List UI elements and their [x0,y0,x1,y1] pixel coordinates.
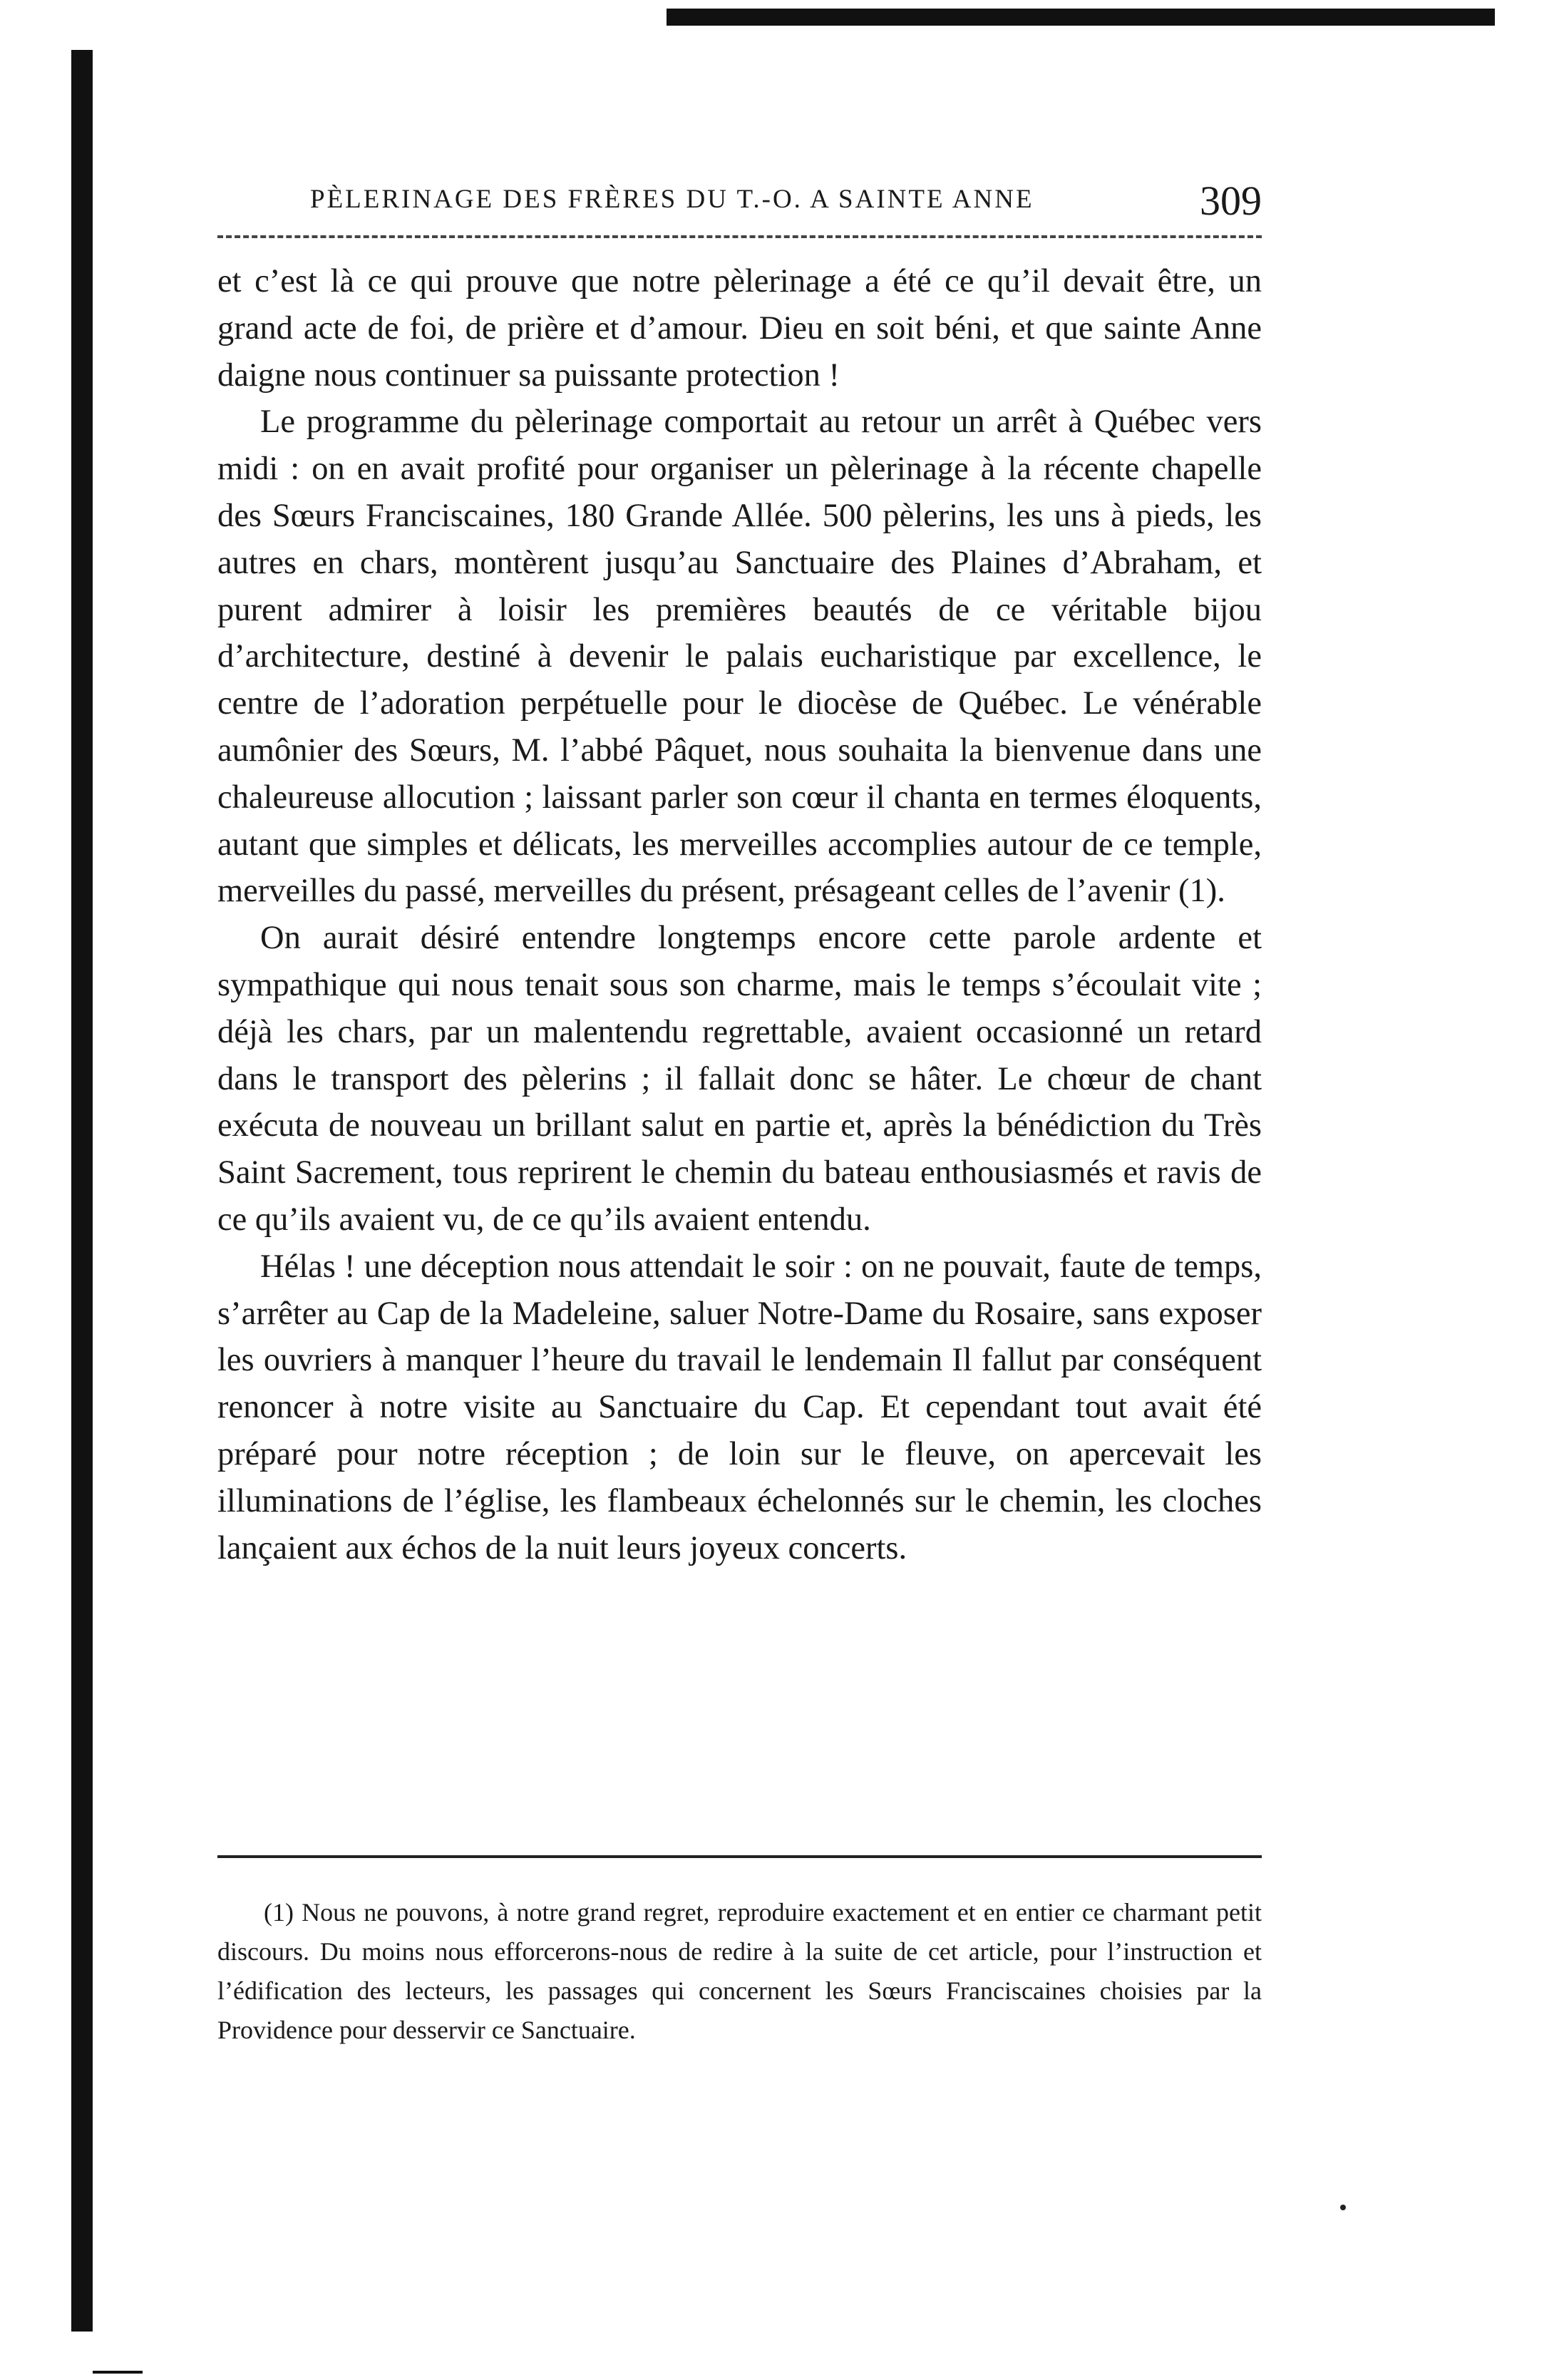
paragraph: et c’est là ce qui prouve que notre pèlerinage a été ce qu’il devait être, un grand acte de foi, de prière et d’amour. Dieu en soit béni, et que sainte Anne daigne nous continuer sa puissante protection ! [217,263,1262,394]
book-page [217,0,1262,2380]
paragraph: On aurait désiré entendre longtemps encore cette parole ardente et sympathique qui nous tenait sous son charme, mais le temps s’écoulait vite ; déjà les chars, par un malentendu regrettable, avaient occasionné un retard dans le transport des pèlerins ; il fallait donc se hâter. Le chœur de chant exécuta de nouveau un brillant salut en partie et, après la bénédiction du Très Saint Sacrement, tous reprirent le chemin du bateau enthousiasmés et ravis de ce qu’ils avaient vu, de ce qu’ils avaient entendu. [217,920,1262,1238]
header-rule [217,235,1262,238]
footnote-text: (1) Nous ne pouvons, à notre grand regret, reproduire exactement et en entier ce charmant petit discours. Du moins nous efforcerons-nous de redire à la suite de cet article, pour l’instruction et l’édification des lecteurs, les passages qui concernent les Sœurs Franciscaines choisies par la Providence pour desservir ce Sanctuaire. [217,1898,1262,2044]
scan-binding-edge [71,50,93,2332]
running-header [217,177,1262,234]
running-title: PÈLERINAGE DES FRÈRES DU T.-O. A SAINTE ANNE [310,185,1034,214]
paragraph: Hélas ! une déception nous attendait le soir : on ne pouvait, faute de temps, s’arrêter au Cap de la Madeleine, saluer Notre-Dame du Rosaire, sans exposer les ouvriers à manquer l’heure du travail le lendemain Il fallut par conséquent renoncer à notre visite au Sanctuaire du Cap. Et cependant tout avait été préparé pour notre réception ; de loin sur le fleuve, on apercevait les illuminations de l’église, les flambeaux échelonnés sur le chemin, les cloches lançaient aux échos de la nuit leurs joyeux concerts. [217,1248,1262,1566]
footnote-rule [217,1855,1262,1858]
scan-speck [1340,2205,1346,2210]
page-number: 309 [1200,178,1262,224]
body-text [217,258,1262,1571]
footnote [217,1893,1262,2050]
scan-binding-notch [93,2371,143,2374]
paragraph: Le programme du pèlerinage comportait au retour un arrêt à Québec vers midi : on en avait profité pour organiser un pèlerinage à la récente chapelle des Sœurs Franciscaines, 180 Grande Allée. 500 pèlerins, les uns à pieds, les autres en chars, montèrent jusqu’au Sanctuaire des Plaines d’Abraham, et purent admirer à loisir les premières beautés de ce véritable bijou d’architecture, destiné à devenir le palais eucharistique par excellence, le centre de l’adoration perpétuelle pour le diocèse de Québec. Le vénérable aumônier des Sœurs, M. l’abbé Pâquet, nous souhaita la bienvenue dans une chaleureuse allocution ; laissant parler son cœur il chanta en termes éloquents, autant que simples et délicats, les merveilles accomplies autour de ce temple, merveilles du passé, merveilles du présent, présageant celles de l’avenir (1). [217,404,1262,910]
